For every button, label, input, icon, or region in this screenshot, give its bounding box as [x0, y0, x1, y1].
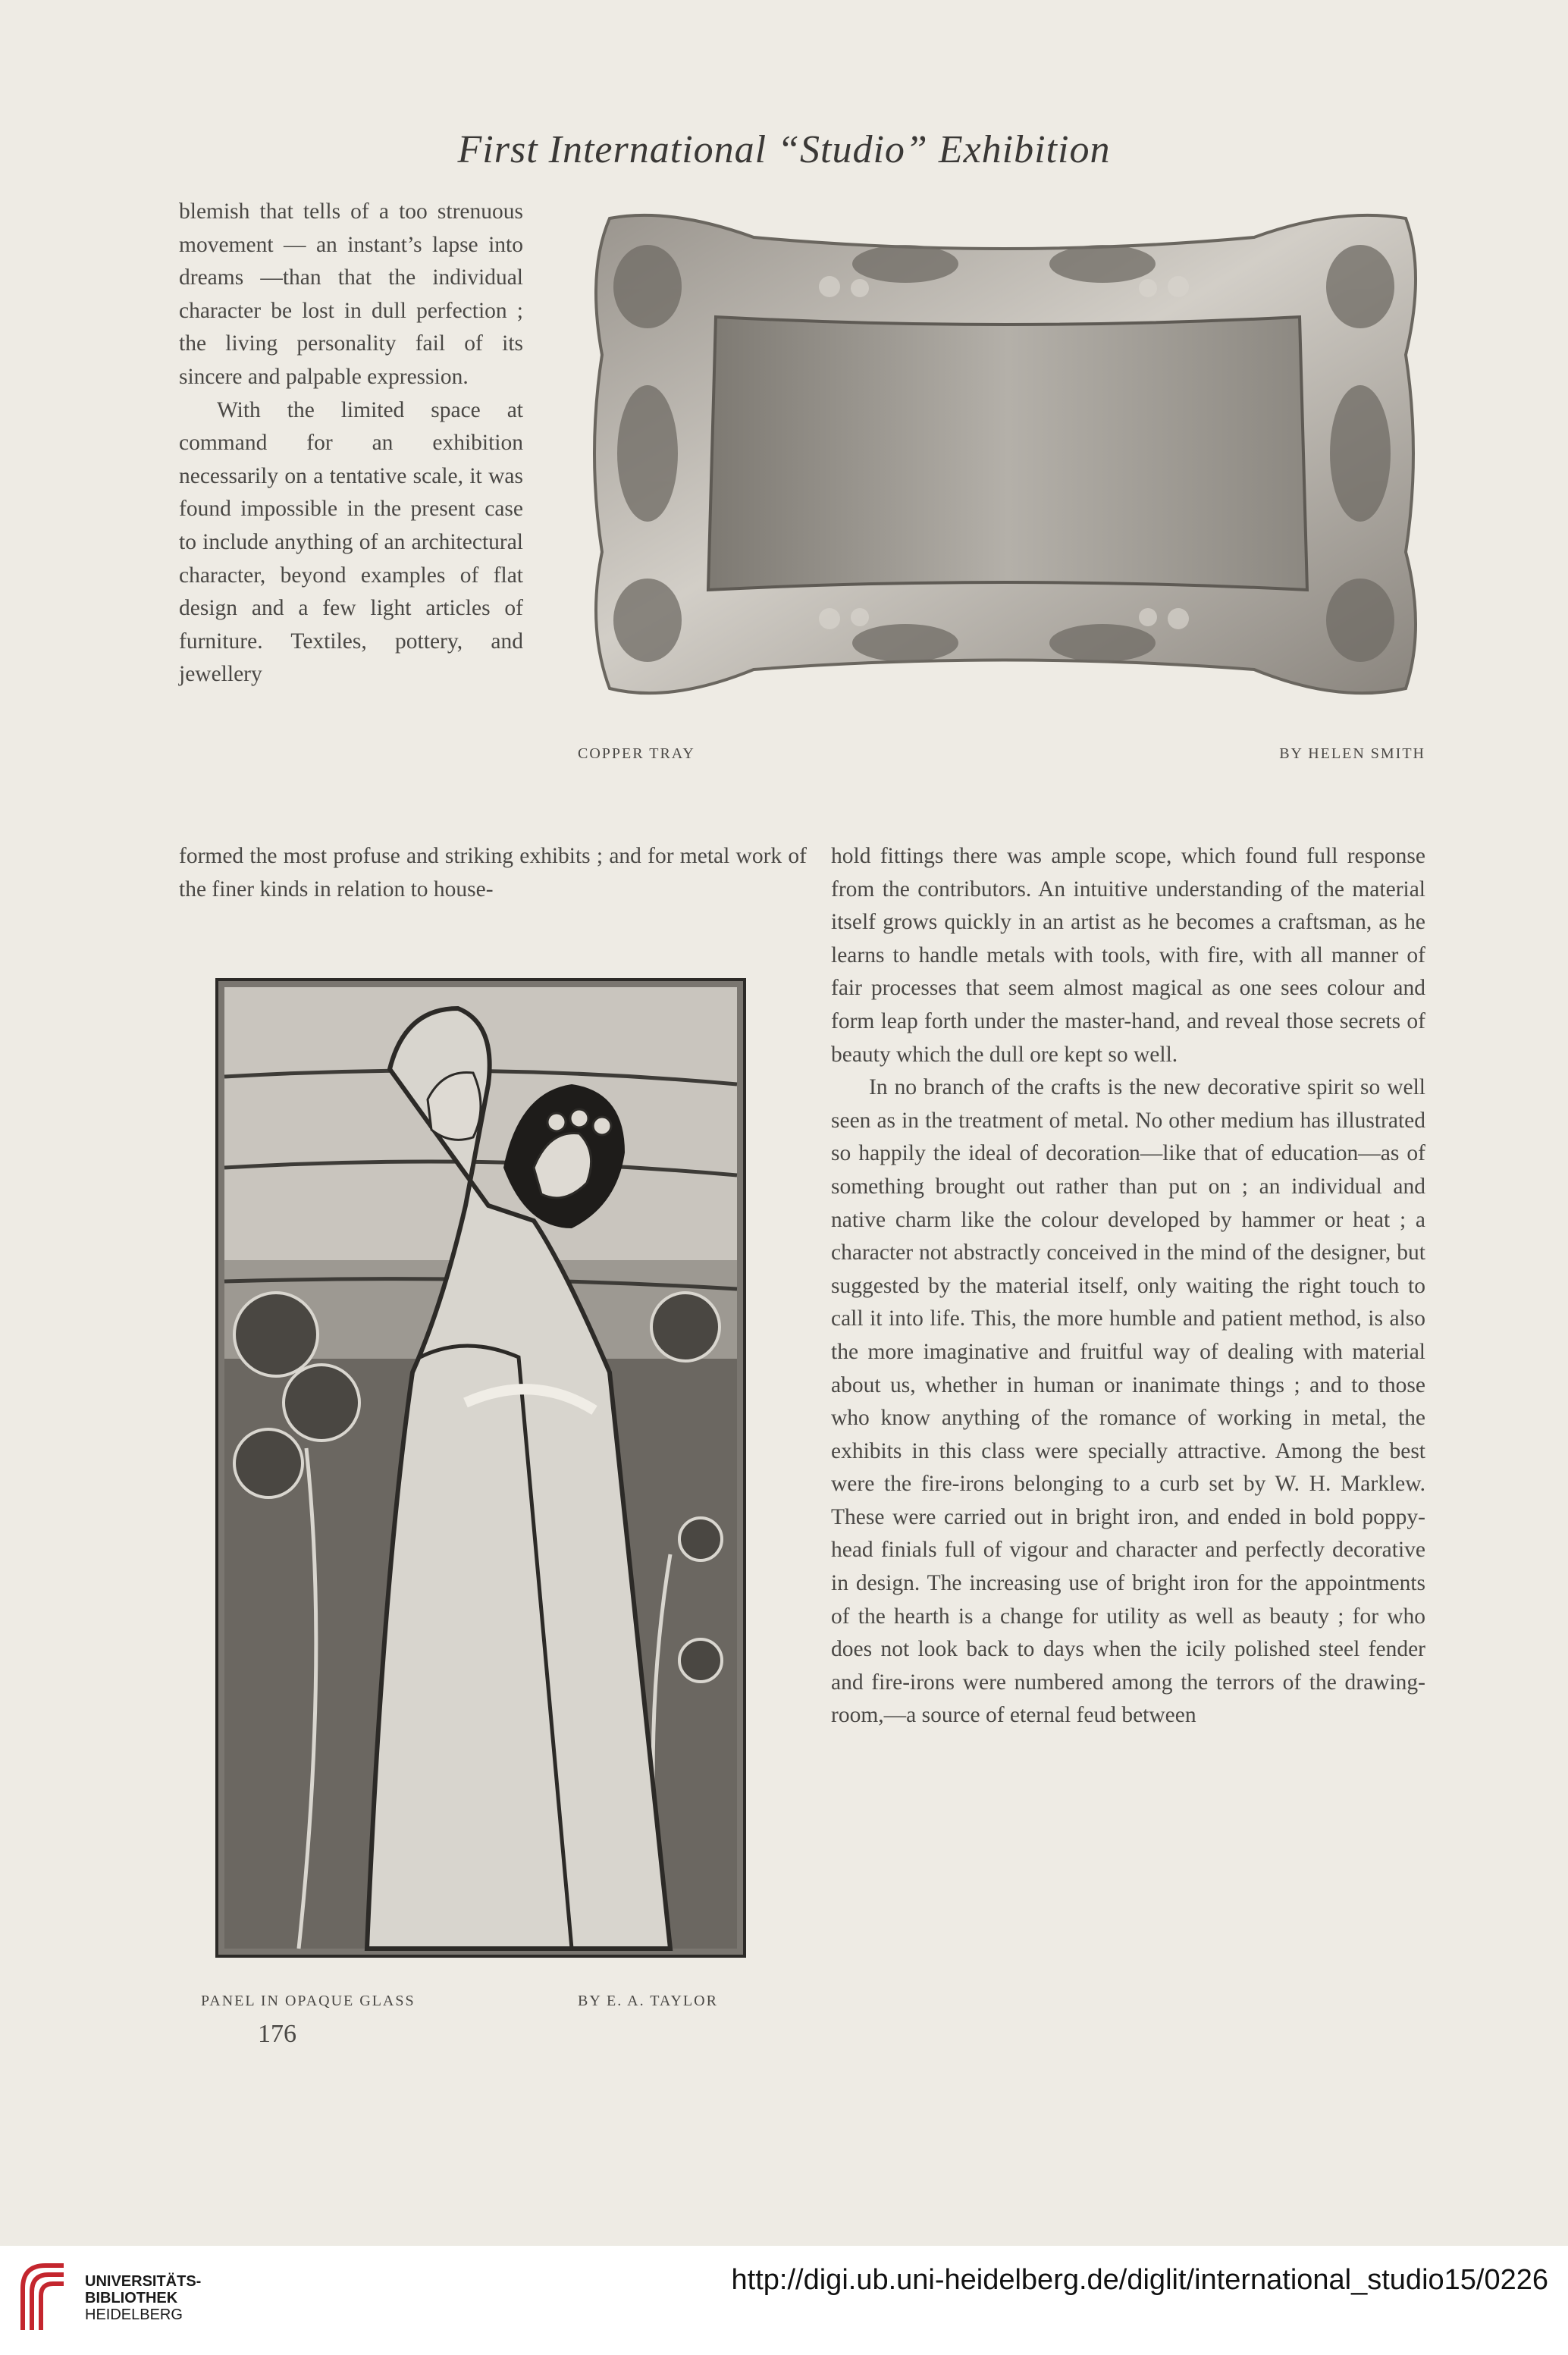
paragraph: In no branch of the crafts is the new decorative spirit so well seen as in the treatment of metal. No other medium has illustrated so happily the ideal of decoration—like that of education—as of something brought out rather than put on ; an individual and native charm like the colour developed by hammer or heat ; a character not abstractly conceived in the mind of the designer, but suggested by the material itself, only waiting the right touch to call it into life. This, the more humble and patient method, is also the more imaginative and fruitful way of dealing with material about us, whether in human or inanimate things ; and to those who know anything of the romance of working in metal, the exhibits in this class were specially attractive. Among the best were the fire-irons belonging to a curb set by W. H. Marklew. These were carried out in bright iron, and ended in bold poppy-head finials full of vigour and character and perfectly decorative in design. The increasing use of bright iron for the appointments of the hearth is a change for utility as well as beauty ; for who does not look back to days when the icily polished steel fender and fire-irons were numbered among the terrors of the drawing-room,—a source of eternal feud between	[831, 1075, 1425, 1728]
tray-caption-author: BY HELEN SMITH	[1279, 745, 1425, 762]
paragraph: formed the most profuse and striking exhibits ; and for metal work of the finer kinds in relation to house-	[179, 844, 807, 902]
running-title: First International “Studio” Exhibition	[457, 128, 1111, 171]
source-url-link[interactable]: http://digi.ub.uni-heidelberg.de/diglit/international_studio15/0226	[731, 2264, 1548, 2296]
library-logo-icon	[17, 2258, 70, 2334]
library-line: BIBLIOTHEK	[85, 2290, 178, 2306]
left-column-lower	[179, 840, 807, 906]
library-line: UNIVERSITÄTS-	[85, 2273, 202, 2290]
library-name	[85, 2273, 201, 2323]
library-line: HEIDELBERG	[85, 2306, 183, 2323]
page-number: 176	[258, 2020, 296, 2048]
library-footer	[0, 2246, 1568, 2355]
paragraph: blemish that tells of a too strenuous movement — an instant’s lapse into dreams —than that the individual character be lost in dull perfection ; the living personality fail of its sincere and palpable expression.	[179, 199, 523, 389]
paragraph: hold fittings there was ample scope, which found full response from the contributors. An intuitive understanding of the material itself grows quickly in an artist as he becomes a craftsman, as he learns to handle metals with tools, with fire, with all manner of fair processes that seem almost magical as one sees colour and form leap forth under the master-hand, and reveal those secrets of beauty which the dull ore kept so well.	[831, 844, 1425, 1067]
left-column-upper	[179, 196, 523, 691]
right-column	[831, 840, 1425, 1733]
panel-caption-title: PANEL IN OPAQUE GLASS	[201, 1993, 416, 2009]
paragraph: With the limited space at command for an exhibition necessarily on a tentative scale, it was found impossible in the present case to include anything of an architectural character, beyond examples of flat design and a few light articles of furniture. Textiles, pottery, and jewellery	[179, 397, 523, 687]
copper-tray-illustration	[579, 203, 1425, 708]
glass-panel-illustration	[215, 978, 746, 1958]
panel-caption-author: BY E. A. TAYLOR	[578, 1993, 718, 2009]
tray-caption-title: COPPER TRAY	[578, 745, 695, 762]
